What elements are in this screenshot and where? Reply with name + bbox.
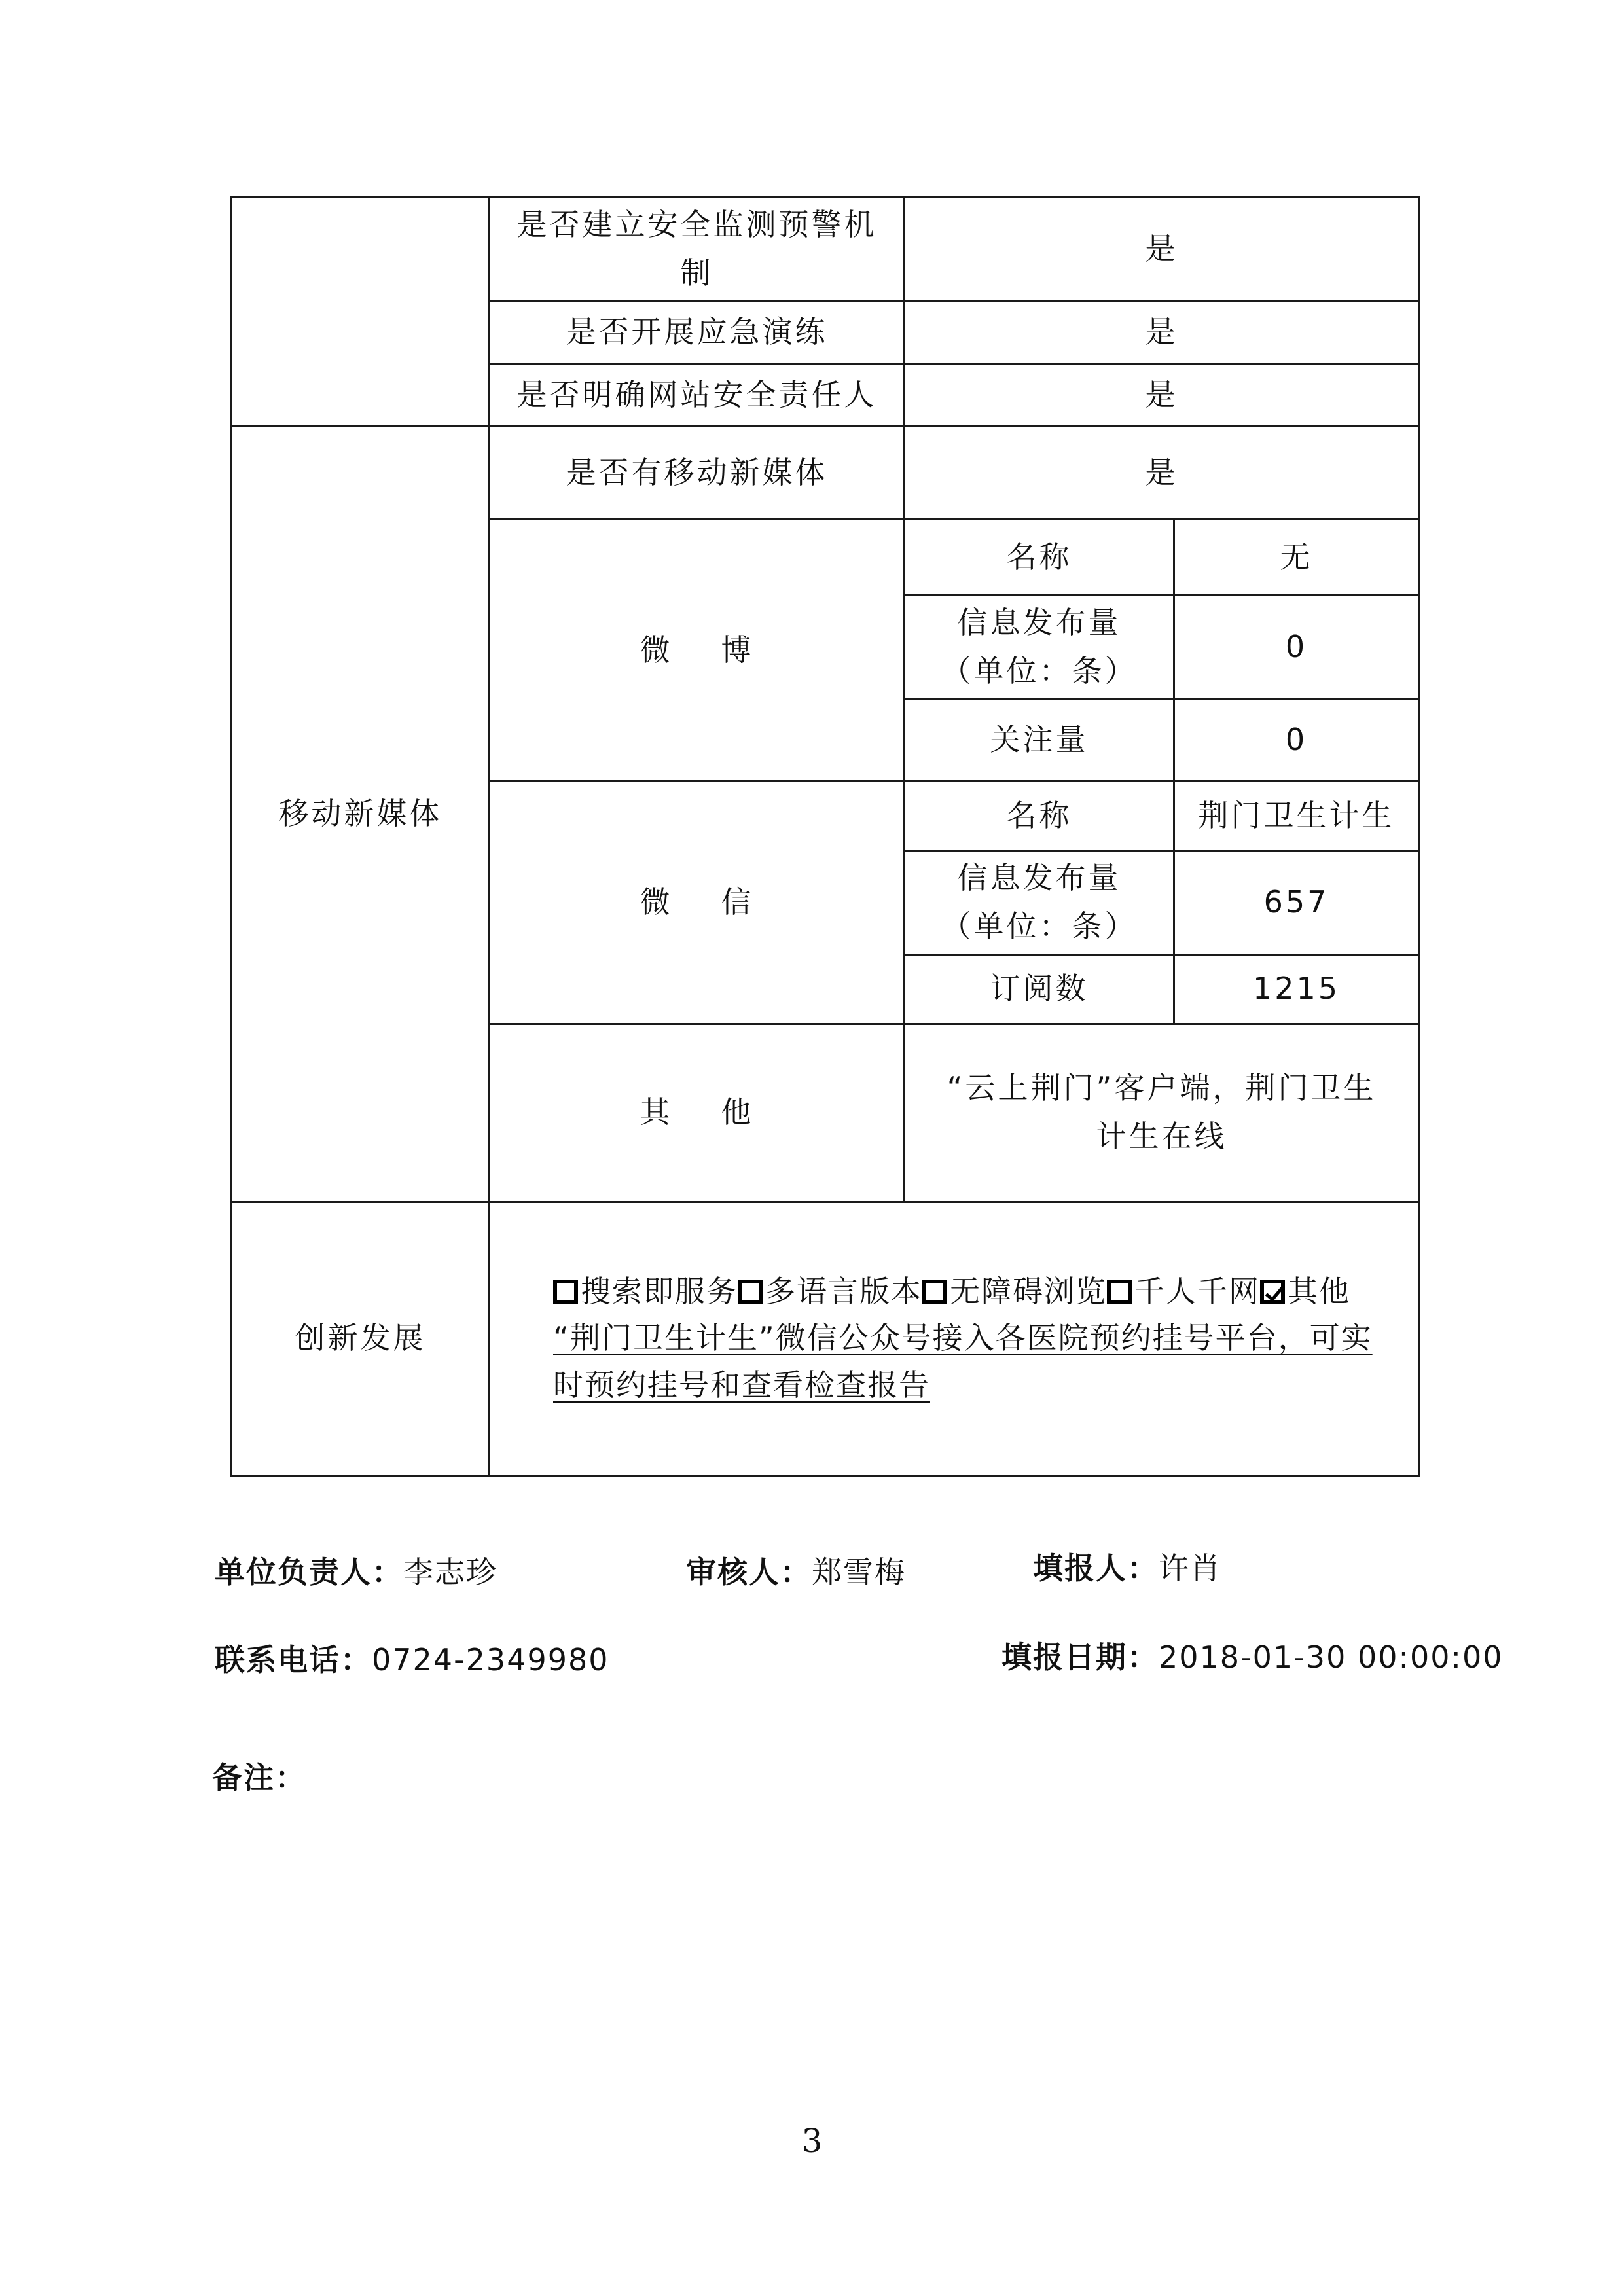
responsible-value: 李志珍 <box>403 1554 497 1590</box>
security-value-2: 是 <box>905 364 1419 427</box>
security-item-0: 是否建立安全监测预警机制 <box>490 198 905 301</box>
reviewer-label: 审核人： <box>686 1554 812 1590</box>
option-label-multilingual: 多语言版本 <box>765 1274 922 1310</box>
security-item-2: 是否明确网站安全责任人 <box>490 364 905 427</box>
phone-value: 0724-2349980 <box>372 1642 609 1677</box>
checkbox-icon[interactable] <box>553 1280 578 1304</box>
innovation-content <box>490 1202 1419 1475</box>
security-value-1: 是 <box>905 301 1419 364</box>
responsible-person <box>215 1549 497 1592</box>
other-value: “云上荆门”客户端，荆门卫生计生在线 <box>905 1024 1419 1202</box>
phone-label: 联系电话： <box>215 1642 372 1677</box>
reviewer-value: 郑雪梅 <box>812 1554 906 1590</box>
remarks-label: 备注： <box>212 1760 306 1795</box>
other-label <box>490 1024 905 1202</box>
date-label: 填报日期： <box>1001 1640 1159 1675</box>
checkbox-icon[interactable] <box>1107 1280 1132 1304</box>
innovation-other-text: “荆门卫生计生”微信公众号接入各医院预约挂号平台，可实时预约挂号和查看检查报告 <box>553 1320 1373 1403</box>
checkbox-icon[interactable] <box>922 1280 947 1304</box>
wechat-label-char-2: 信 <box>721 884 754 920</box>
filler-value: 许肖 <box>1159 1551 1221 1586</box>
security-value-0: 是 <box>905 198 1419 301</box>
checked-checkbox-icon[interactable] <box>1260 1280 1285 1304</box>
date-value: 2018-01-30 00:00:00 <box>1159 1640 1504 1675</box>
innovation-options <box>553 1268 1401 1315</box>
reviewer <box>686 1549 906 1592</box>
weibo-label-char-1: 微 <box>640 632 673 668</box>
report-date <box>1001 1634 1504 1677</box>
wechat-name-value: 荆门卫生计生 <box>1174 781 1419 851</box>
wechat-posts-label: 信息发布量（单位：条） <box>905 851 1174 954</box>
weibo-posts-label: 信息发布量（单位：条） <box>905 596 1174 699</box>
option-label-accessibility: 无障碍浏览 <box>950 1274 1107 1310</box>
filler-label: 填报人： <box>1033 1551 1159 1586</box>
page-number: 3 <box>801 2122 823 2160</box>
wechat-subscribers-value: 1215 <box>1174 954 1419 1024</box>
report-table <box>230 196 1420 1477</box>
wechat-label-char-1: 微 <box>640 884 673 920</box>
innovation-category-cell: 创新发展 <box>232 1202 490 1475</box>
wechat-name-label: 名称 <box>905 781 1174 851</box>
security-category-cell <box>232 198 490 427</box>
weibo-followers-value: 0 <box>1174 699 1419 781</box>
option-label-other: 其他 <box>1288 1274 1350 1310</box>
filler <box>1033 1545 1221 1588</box>
contact-phone <box>215 1636 609 1679</box>
wechat-posts-value: 657 <box>1174 851 1419 954</box>
weibo-label <box>490 520 905 781</box>
has-mobile-value: 是 <box>905 427 1419 520</box>
other-label-char-1: 其 <box>640 1094 673 1130</box>
weibo-name-value: 无 <box>1174 520 1419 596</box>
mobile-category-cell: 移动新媒体 <box>232 427 490 1202</box>
weibo-followers-label: 关注量 <box>905 699 1174 781</box>
has-mobile-label: 是否有移动新媒体 <box>490 427 905 520</box>
security-item-1: 是否开展应急演练 <box>490 301 905 364</box>
remarks <box>212 1754 306 1797</box>
wechat-subscribers-label: 订阅数 <box>905 954 1174 1024</box>
other-label-char-2: 他 <box>721 1094 754 1130</box>
responsible-label: 单位负责人： <box>215 1554 403 1590</box>
checkbox-icon[interactable] <box>738 1280 763 1304</box>
option-label-personalized: 千人千网 <box>1134 1274 1260 1310</box>
weibo-name-label: 名称 <box>905 520 1174 596</box>
wechat-label <box>490 781 905 1024</box>
weibo-posts-value: 0 <box>1174 596 1419 699</box>
option-label-search-service: 搜索即服务 <box>581 1274 738 1310</box>
weibo-label-char-2: 博 <box>721 632 754 668</box>
